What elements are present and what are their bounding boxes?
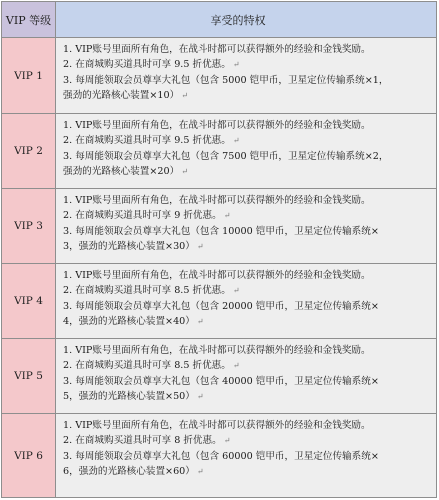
privilege-line xyxy=(63,433,434,448)
privilege-line xyxy=(63,283,434,298)
privileges-cell xyxy=(56,414,436,497)
vip-privilege-table xyxy=(1,1,437,498)
privilege-line xyxy=(63,299,434,314)
privilege-text: 1. VIP账号里面所有角色，在战斗时都可以获得额外的经验和金钱奖励。 xyxy=(63,120,371,131)
privilege-line xyxy=(63,239,434,254)
privileges-cell xyxy=(56,114,436,188)
privilege-text: 1. VIP账号里面所有角色，在战斗时都可以获得额外的经验和金钱奖励。 xyxy=(63,44,371,55)
privilege-text: 2. 在商城购买道具时可享 8.5 折优惠。 xyxy=(63,285,231,297)
privilege-line xyxy=(63,314,434,329)
privilege-text: 2. 在商城购买道具时可享 9.5 折优惠。 xyxy=(63,59,231,71)
privilege-text: 1. VIP账号里面所有角色，在战斗时都可以获得额外的经验和金钱奖励。 xyxy=(63,195,371,206)
header-vip-level xyxy=(2,2,56,37)
privilege-text: 3. 每周能领取会员尊享大礼包（包含 5000 铠甲币，卫星定位传输系统×1， xyxy=(63,74,389,86)
header-vip-level-label: VIP 等级 xyxy=(5,13,52,27)
paragraph-return-icon: ↵ xyxy=(232,136,240,146)
privilege-text: 2. 在商城购买道具时可享 9 折优惠。 xyxy=(63,210,222,222)
privilege-line xyxy=(63,374,434,389)
privilege-line xyxy=(63,73,434,88)
privilege-line xyxy=(63,164,434,179)
privilege-text: 4，强劲的光路核心装置×40） xyxy=(63,315,195,327)
privilege-text: 强劲的光路核心装置×20） xyxy=(63,165,180,177)
header-privileges xyxy=(56,2,436,37)
privilege-line xyxy=(63,118,434,133)
vip-level-label: VIP 6 xyxy=(14,449,43,462)
paragraph-return-icon: ↵ xyxy=(181,90,188,100)
vip-level-cell xyxy=(2,264,56,338)
privilege-line xyxy=(63,57,434,72)
paragraph-return-icon: ↵ xyxy=(181,166,188,176)
table-row xyxy=(2,38,436,114)
paragraph-return-icon: ↵ xyxy=(232,60,240,70)
paragraph-return-icon: ↵ xyxy=(232,286,240,296)
privilege-line xyxy=(63,389,434,404)
vip-level-label: VIP 1 xyxy=(14,69,43,82)
table-row xyxy=(2,414,436,497)
paragraph-return-icon: ↵ xyxy=(196,241,204,251)
paragraph-return-icon: ↵ xyxy=(196,316,204,326)
privilege-line xyxy=(63,224,434,239)
table-row xyxy=(2,114,436,189)
privileges-cell xyxy=(56,339,436,413)
paragraph-return-icon: ↵ xyxy=(223,211,231,221)
paragraph-return-icon: ↵ xyxy=(223,436,231,446)
privilege-line xyxy=(63,193,434,208)
privilege-text: 2. 在商城购买道具时可享 8.5 折优惠。 xyxy=(63,360,231,372)
paragraph-return-icon: ↵ xyxy=(196,391,204,401)
table-row xyxy=(2,264,436,339)
privilege-line xyxy=(63,464,434,479)
privilege-text: 3. 每周能领取会员尊享大礼包（包含 40000 铠甲币，卫星定位传输系统× xyxy=(63,375,379,387)
paragraph-return-icon: ↵ xyxy=(196,466,204,476)
privilege-line xyxy=(63,449,434,464)
privilege-text: 6，强劲的光路核心装置×60） xyxy=(63,465,195,477)
vip-level-cell xyxy=(2,38,56,113)
privilege-text: 1. VIP账号里面所有角色，在战斗时都可以获得额外的经验和金钱奖励。 xyxy=(63,270,371,281)
vip-level-label: VIP 5 xyxy=(14,370,43,382)
vip-level-cell xyxy=(2,414,56,497)
header-privileges-label: 享受的特权 xyxy=(210,13,266,27)
privilege-text: 2. 在商城购买道具时可享 9.5 折优惠。 xyxy=(63,135,231,147)
privilege-line xyxy=(63,42,434,57)
privilege-text: 3. 每周能领取会员尊享大礼包（包含 10000 铠甲币，卫星定位传输系统× xyxy=(63,225,379,237)
privilege-text: 1. VIP账号里面所有角色，在战斗时都可以获得额外的经验和金钱奖励。 xyxy=(63,420,371,431)
privileges-cell xyxy=(56,38,436,113)
privilege-text: 3，强劲的光路核心装置×30） xyxy=(63,240,195,252)
table-header-row xyxy=(2,2,436,38)
privilege-line xyxy=(63,358,434,373)
privilege-line xyxy=(63,88,434,103)
privilege-text: 2. 在商城购买道具时可享 8 折优惠。 xyxy=(63,435,222,447)
privilege-line xyxy=(63,133,434,148)
privilege-text: 3. 每周能领取会员尊享大礼包（包含 60000 铠甲币，卫星定位传输系统× xyxy=(63,450,379,462)
privilege-line xyxy=(63,208,434,223)
privilege-text: 3. 每周能领取会员尊享大礼包（包含 7500 铠甲币，卫星定位传输系统×2， xyxy=(63,150,389,162)
privilege-line xyxy=(63,149,434,164)
paragraph-return-icon: ↵ xyxy=(232,361,240,371)
table-row xyxy=(2,339,436,414)
vip-level-cell xyxy=(2,339,56,413)
privilege-text: 强劲的光路核心装置×10） xyxy=(63,89,180,101)
table-row xyxy=(2,189,436,264)
privileges-cell xyxy=(56,189,436,263)
privilege-text: 3. 每周能领取会员尊享大礼包（包含 20000 铠甲币，卫星定位传输系统× xyxy=(63,300,379,312)
vip-level-cell xyxy=(2,114,56,188)
privilege-line xyxy=(63,343,434,358)
vip-level-cell xyxy=(2,189,56,263)
privilege-line xyxy=(63,268,434,283)
vip-level-label: VIP 4 xyxy=(14,295,43,307)
privilege-text: 1. VIP账号里面所有角色，在战斗时都可以获得额外的经验和金钱奖励。 xyxy=(63,345,371,356)
vip-level-label: VIP 2 xyxy=(14,145,43,157)
privilege-text: 5，强劲的光路核心装置×50） xyxy=(63,390,195,402)
privileges-cell xyxy=(56,264,436,338)
privilege-line xyxy=(63,418,434,433)
vip-level-label: VIP 3 xyxy=(14,220,43,232)
